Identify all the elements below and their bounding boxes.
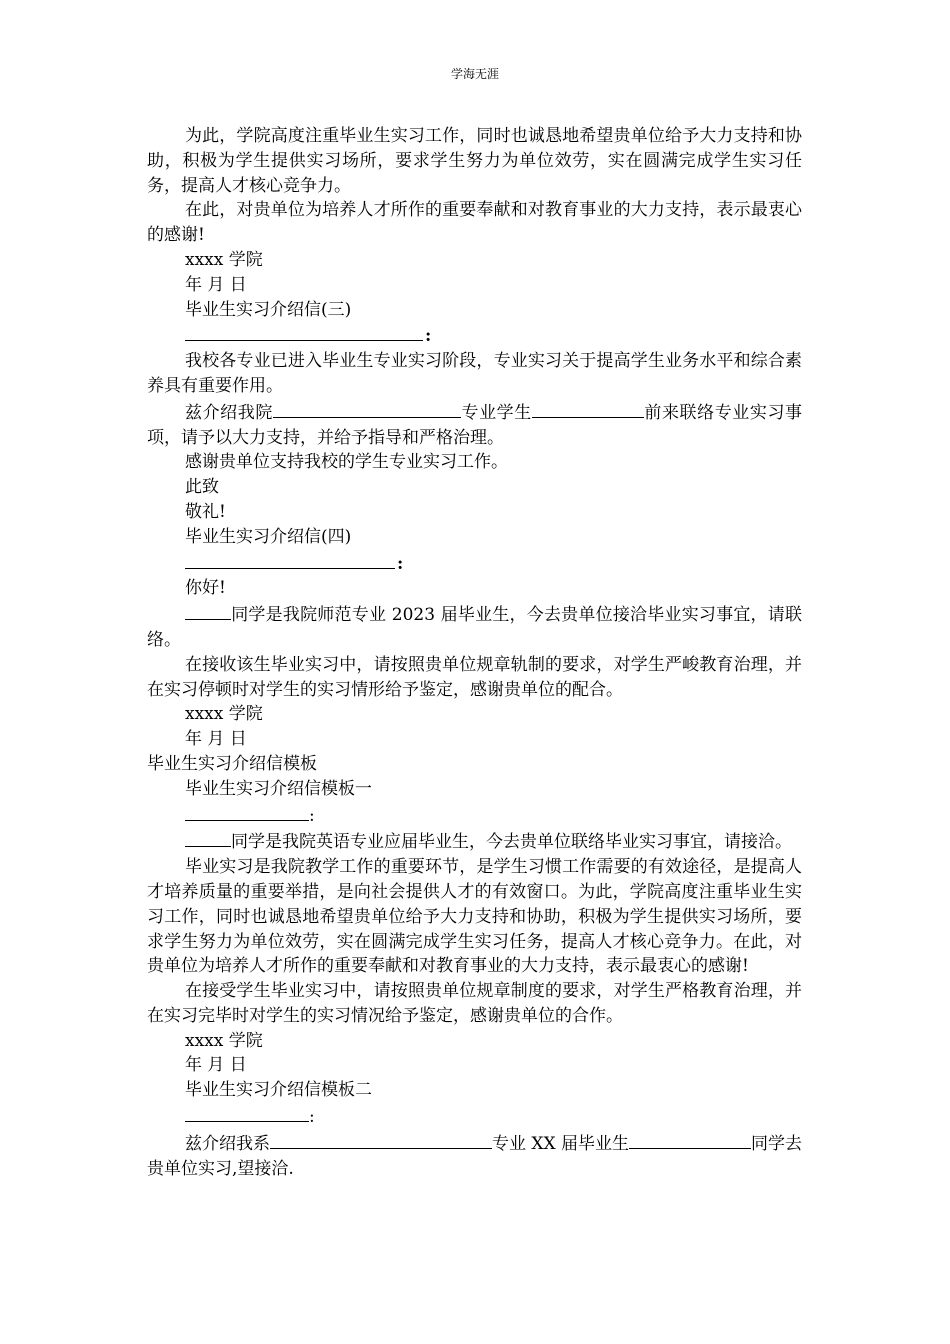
document-body [147,124,802,1181]
salutation-colon: : [425,326,432,347]
letter-title: 毕业生实习介绍信(四) [185,526,352,547]
salutation-colon: : [309,1107,315,1128]
blank-line [185,828,231,847]
salutation-colon: : [397,553,404,574]
paragraph [147,828,802,855]
paragraph: 在此，对贵单位为培养人才所作的重要奉献和对教育事业的大力支持，表示最衷心的感谢! [147,200,802,246]
school-signature: xxxx 学院 [185,1030,263,1051]
section-title: 毕业生实习介绍信模板 [147,753,317,774]
text-segment: 专业学生 [460,402,532,423]
letter-title: 毕业生实习介绍信模板一 [185,778,372,799]
text-segment: 同学是我院英语专业应届毕业生，今去贵单位联络毕业实习事宜，请接洽。 [231,832,792,853]
blank-line [273,399,461,418]
salutation-line [147,802,802,829]
blank-line [185,802,309,821]
paragraph: 感谢贵单位支持我校的学生专业实习工作。 [185,452,508,473]
letter-title: 毕业生实习介绍信模板二 [185,1080,372,1101]
greeting: 你好! [185,578,226,599]
text-segment: 兹介绍我系 [185,1133,270,1154]
paragraph: 我校各专业已进入毕业生专业实习阶段，专业实习关于提高学生业务水平和综合素养具有重要作用。 [147,351,802,396]
date-line: 年 月 日 [185,1055,247,1076]
blank-line [629,1130,751,1149]
text-segment: 兹介绍我院 [185,402,273,423]
paragraph [147,601,802,653]
text-segment: 同学去贵单位实习,望接洽. [147,1133,803,1179]
date-line: 年 月 日 [185,274,247,295]
closing-line: 此致 [185,477,219,498]
paragraph: 毕业实习是我院教学工作的重要环节，是学生习惯工作需要的有效途径，是提高人才培养质量的重要举措，是向社会提供人才的有效窗口。为此，学院高度注重毕业生实习工作，同时也诚恳地希望贵单位给予大力支持和协助，积极为学生提供实习场所，要求学生努力为单位效劳，实在圆满完成学生实习任务，提高人才核心竞争力。在此，对贵单位为培养人才所作的重要奉献和对教育事业的大力支持，表示最衷心的感谢! [147,857,802,977]
closing-line: 敬礼! [185,501,226,522]
paragraph [147,1130,802,1182]
salutation-line [147,1103,802,1130]
text-segment: 同学是我院师范专业 2023 届毕业生，今去贵单位接洽毕业实习事宜，请联络。 [147,605,802,650]
date-line: 年 月 日 [185,729,247,750]
blank-line [185,601,231,620]
blank-line [185,1103,309,1122]
blank-line [270,1130,492,1149]
paragraph: 在接受学生毕业实习中，请按照贵单位规章制度的要求，对学生严格教育治理，并在实习完毕时对学生的实习情况给予鉴定，感谢贵单位的合作。 [147,981,802,1026]
blank-line [185,550,395,569]
paragraph: 在接收该生毕业实习中，请按照贵单位规章轨制的要求，对学生严峻教育治理，并在实习停顿时对学生的实习情形给予鉴定，感谢贵单位的配合。 [147,654,802,700]
letter-title: 毕业生实习介绍信(三) [185,299,352,320]
school-signature: xxxx 学院 [185,249,263,270]
text-segment: 专业 XX 届毕业生 [492,1133,630,1154]
blank-line [532,399,644,418]
salutation-line [147,322,802,349]
paragraph: 为此，学院高度注重毕业生实习工作，同时也诚恳地希望贵单位给予大力支持和协助，积极为学生提供实习场所，要求学生努力为单位效劳，实在圆满完成学生实习任务，提高人才核心竞争力。 [147,126,802,196]
school-signature: xxxx 学院 [185,704,263,725]
salutation-colon: : [309,805,315,826]
paragraph [147,399,802,451]
page-header: 学海无涯 [450,67,499,81]
blank-line [185,322,423,341]
salutation-line [147,550,802,577]
text-segment: 前来联络专业实习事项，请予以大力支持，并给予指导和严格治理。 [147,402,803,448]
